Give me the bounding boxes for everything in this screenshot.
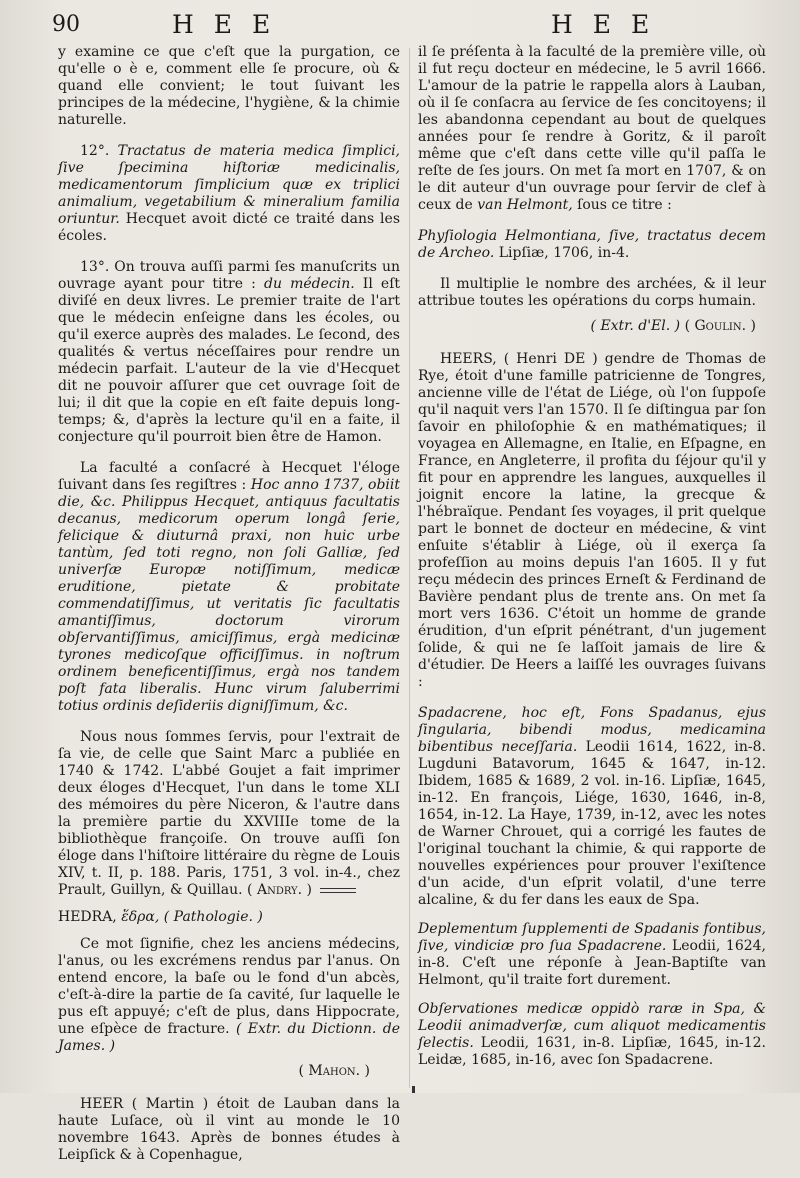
page-number: 90 — [52, 12, 80, 37]
publication-info: Leodii, 1624, in-8. C'eſt une réponſe à Jean-Baptiſte van Helmont, qu'il traite fort durement. — [418, 938, 766, 988]
paragraph-text: On trouva auſſi parmi ſes manuſcrits un ouvrage ayant pour titre : — [58, 259, 401, 292]
item-number: 13°. — [80, 259, 110, 275]
bibliography-entry — [418, 921, 766, 989]
paragraph-item-13 — [58, 259, 400, 446]
right-column — [418, 44, 766, 1081]
paragraph-text: Nous nous ſommes ſervis, pour l'extrait de ſa vie, de celle que Saint Marc a publiée en 1740 & 1742. L'abbé Goujet a fait imprimer deux éloges d'Hecquet, l'un dans le tome XLI des mémoires du père Niceron, & l'autre dans la première partie du XXVIIIe tome de la bibliothèque françoiſe. On trouve auſſi ſon éloge dans l'hiſtoire littéraire du règne de Louis XIV, t. II, p. 188. Paris, 1751, 3 vol. in-4., chez Prault, Guillyn, & Quillau. — [58, 729, 400, 898]
paragraph: Il multiplie le nombre des archées, & il leur attribue toutes les opérations du corps humain. — [418, 276, 766, 309]
item-number: 12°. — [80, 143, 110, 159]
paragraph-text: Hecquet avoit dicté ce traité dans les écoles. — [58, 211, 401, 244]
source-reference: ( Extr. du Dictionn. de James. ) — [58, 1021, 400, 1054]
entry-title: HEDRA, — [58, 909, 117, 925]
author-signature: ( Goulin. ) — [684, 318, 756, 334]
publication-info: Leodii 1614, 1622, in-8. Lugduni Batavorum, 1645 & 1647, in-12. Ibidem, 1685 & 1689, 2 vol. in-16. Lipſiæ, 1645, in-12. En françois, Liége, 1630, 1646, in-8, 1654, in-12. La Haye, 1739, in-12, avec les notes de Warner Chrouet, qui a corrigé les fautes de l'original touchant la chimie, & qui rapporte de nouvelles expériences pour prouver l'exiſtence d'un acide, d'un eſprit volatil, d'une terre alcaline, & du fer dans les eaux de Spa. — [418, 739, 766, 908]
entry-body-hedra — [58, 936, 400, 1055]
latin-title: Phyſiologia Helmontiana, ſive, tractatus decem de Archeo. — [418, 228, 766, 261]
source-reference: ( Extr. d'El. ) — [590, 318, 681, 334]
author-signature: ( Mahon. ) — [298, 1063, 370, 1079]
column-divider — [409, 48, 410, 1088]
left-column — [58, 44, 400, 1178]
work-title: du médecin. — [263, 276, 355, 292]
name-italic: van Helmont, — [477, 197, 573, 213]
bibliography-entry — [418, 705, 766, 909]
paragraph-item-12 — [58, 143, 400, 245]
entry-heers: HEERS, ( Henri DE ) gendre de Thomas de Rye, étoit d'une famille patricienne de Tongres, ancienne ville de l'état de Liége, où l'on ſuppoſe qu'il naquit vers l'an 1570. Il ſe diſtingua par ſon ſavoir en philoſophie & en mathématiques; il voyagea en Allemagne, en Italie, en Eſpagne, en France, en Angleterre, il profita du ſéjour qu'il y fit pour en apprendre les langues, auxquelles il joignit encore la latine, la grecque & l'hébraïque. Pendant ſes voyages, il prit quelque part le bonnet de docteur en médecine, & vint enſuite s'établir à Liége, où il exerça ſa profeſſion au moins depuis l'an 1605. Il y fut reçu médecin des princes Erneſt & Ferdinand de Bavière pendant plus de trente ans. On met ſa mort vers 1636. C'étoit un homme de grande érudition, d'un eſprit pénétrant, d'un jugement ſolide, & qui ne ſe laſſoit jamais de lire & d'étudier. De Heers a laiſſé les ouvrages ſuivans : — [418, 351, 766, 690]
printer-mark — [412, 1086, 415, 1093]
latin-title: Spadacrene, hoc eſt, Fons Spadanus, ejus ſingularia, bibendi modus, medicamina bibentibus neceſſaria. — [418, 705, 766, 755]
paragraph-text: La faculté a conſacré à Hecquet l'éloge ſuivant dans ſes regiſtres : — [58, 460, 400, 493]
latin-title: Tractatus de materia medica ſimplici, ſive ſpecimina hiſtoriæ medicinalis, medicamentorum ſimplicium quæ ex triplici animalium, vegetabilium & mineralium familia oriuntur. — [58, 143, 400, 227]
author-signature: ( Andry. ) — [247, 882, 313, 898]
ornament-rule — [320, 888, 356, 893]
entry-heer: HEER ( Martin ) étoit de Lauban dans la haute Luſace, où il vint au monde le 10 novembre 1643. Après de bonnes études à Leipſick & à Copenhague, — [58, 1096, 400, 1163]
paragraph-sources — [58, 729, 400, 899]
paragraph: y examine ce que c'eſt que la purgation, ce qu'elle o è e, comment elle ſe procure, où & quand elle convient; le tout ſuivant les principes de la médecine, l'hygiène, & la chimie naturelle. — [58, 44, 400, 128]
bibliography-entry — [418, 1001, 766, 1069]
paragraph-text: il ſe préſenta à la faculté de la première ville, où il fut reçu docteur en médecine, le 5 avril 1666. L'amour de la patrie le rappella alors à Lauban, où il ſe conſacra au ſervice de ſes concitoyens; il les abandonna cependant au bout de quelques années pour ſe rendre à Goritz, & il paroît même que c'eſt dans cette ville qu'il paſſa le reſte de ſes jours. On met ſa mort en 1707, & on le dit auteur d'un ouvrage pour ſervir de clef à ceux de — [418, 44, 766, 213]
paragraph-text: Il eſt diviſé en deux livres. Le premier traite de l'art que le médecin enſeigne dans les écoles, ou qu'il exerce auprès des malades. Le ſecond, des qualités & vertus néceſſaires pour rendre un médecin parfait. L'auteur de la vie d'Hecquet dit ne pouvoir aſſurer que cet ouvrage ſoit de lui; il dit que la copie en eſt faite depuis long-temps; &, d'après la lecture qu'il en a faite, il conjecture qu'il pourroit bien être de Hamon. — [58, 276, 401, 445]
running-head-left: H E E — [172, 10, 277, 39]
running-head-right: H E E — [551, 10, 656, 39]
latin-title: Deplementum ſupplementi de Spadanis fontibus, ſive, vindiciæ pro ſua Spadacrene. — [418, 921, 766, 954]
latin-eloge: Hoc anno 1737, obiit die, &c. Philippus Hecquet, antiquus facultatis decanus, medicorum operum longâ ſerie, felicique & diuturnâ praxi, non huic urbe tantùm, ſed toti regno, non ſoli Galliæ, ſed univerſæ Europæ notiſſimum, medicæ eruditione, pietate & probitate commendatiſſimus, ut veritatis ſic facultatis amantiſſimus, doctorum virorum obſervantiſſimus, amiciſſimus, ergà medicinæ tyrones medicoſque officiſſimus. in noſtrum ordinem beneficentiſſimus, ergà nos tandem poſt fata liberalis. Hunc virum ſaluberrimi totius ordinis deſideriis digniſſimum, &c. — [58, 477, 400, 714]
paragraph-text: Ce mot ſignifie, chez les anciens médecins, l'anus, ou les excrémens rendus par l'anus. On entend encore, la baſe ou le fond d'un abcès, c'eſt-à-dire la partie de ſa cavité, ſur laquelle le pus eſt appuyé; c'eſt de plus, dans Hippocrate, une eſpèce de fracture. — [58, 936, 400, 1037]
paragraph-heer-cont — [418, 44, 766, 214]
paragraph-text: ſous ce titre : — [577, 197, 672, 213]
greek-term: ἕδρα, — [121, 909, 160, 925]
paragraph-eloge — [58, 460, 400, 715]
publication-info: Lipſiæ, 1706, in-4. — [498, 245, 630, 261]
source-line — [418, 318, 756, 335]
page-header — [0, 8, 800, 40]
entry-heading-hedra — [58, 909, 400, 926]
entry-field: ( Pathologie. ) — [163, 909, 263, 925]
latin-title: Obſervationes medicæ oppidò raræ in Spa, & Leodii animadverſæ, cum aliquot medicamentis ſelectis. — [418, 1001, 766, 1051]
publication-info: Leodii, 1631, in-8. Lipſiæ, 1645, in-12. Leidæ, 1685, in-16, avec ſon Spadacrene. — [418, 1035, 766, 1068]
bibliography-entry — [418, 228, 766, 262]
